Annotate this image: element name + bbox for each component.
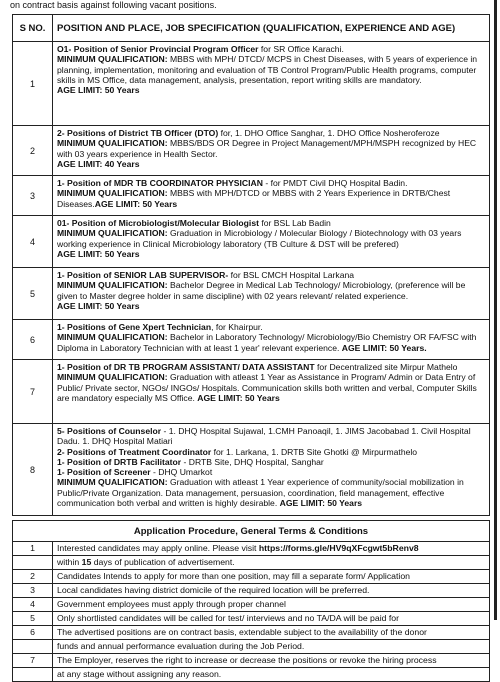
procedure-row-text [53, 654, 490, 668]
position-count: 1- Position of [57, 456, 114, 467]
job-row-number: 1 [13, 42, 53, 126]
position-count: 01- Position of [57, 218, 119, 228]
procedure-row-number: 6 [13, 626, 53, 640]
qualification-label: MINIMUM QUALIFICATION: [57, 228, 168, 239]
qualification-text [57, 372, 485, 403]
position-count: 5- Positions of [57, 426, 119, 436]
age-limit: AGE LIMIT: 50 Years [57, 248, 140, 259]
procedure-text: Interested candidates may apply online. Please visit [57, 543, 259, 553]
qualification-body: MBBS with MPH/ DTCD/ MCPS in Chest Diseases, with 5 years of experience in planning, implementation, monitoring and evaluation of TB Control Program/Public Health programs, computer skills in MS Office, data management, analysis, presentation, report writing skills are mandatory. [57, 54, 478, 85]
position-location: , for Khairpur. [211, 322, 263, 332]
position-count: 1- Position of [57, 467, 114, 478]
procedure-row-number: 3 [13, 584, 53, 598]
job-row-number: 6 [13, 320, 53, 360]
job-row [13, 268, 490, 320]
qualification-text [57, 188, 485, 209]
position-line [57, 457, 485, 467]
procedure-row-text [53, 570, 490, 584]
procedure-row [13, 570, 490, 584]
procedure-row-text [53, 598, 490, 612]
header-sno: S NO. [13, 15, 53, 42]
job-row-number: 5 [13, 268, 53, 320]
position-location: - DRTB Site, DHQ Hospital, Sanghar [181, 456, 324, 467]
qualification-body: MBBS/BDS OR Degree in Project Management/MPH/MSPH recognized by HEC with 03 years experience in Health Sector. [57, 138, 477, 159]
qualification-body: Bachelor in Laboratory Technology/ Microbiology/Bio Chemistry OR FA/FSC with Diploma in Laboratory Technician with at least 1 year' relevant experience. [57, 332, 477, 353]
position-count: 2- Positions of [57, 128, 119, 138]
qualification-body: Graduation in Microbiology / Molecular Biology / Biotechnology with 03 years working experience in Clinical Microbiology laboratory (TB Culture & DST will be prefered) [57, 228, 462, 249]
procedure-text: funds and annual performance evaluation during the Job Period. [57, 641, 305, 651]
position-title: Screener [113, 467, 151, 478]
job-row [13, 126, 490, 176]
job-row-description [53, 360, 490, 424]
position-location: for Decentralized site Mirpur Mathelo [314, 362, 458, 372]
intro-text: on contract basis against following vacant positions. [10, 0, 217, 10]
job-row-description [53, 126, 490, 176]
procedure-title: Application Procedure, General Terms & Conditions [13, 521, 490, 542]
qualification-label: MINIMUM QUALIFICATION: [57, 54, 168, 65]
qualification-text [57, 138, 485, 159]
position-line [57, 426, 485, 447]
position-count: 1- Position of [57, 178, 114, 188]
position-location: for 1. Larkana, 1. DRTB Site Ghotki @ Mirpurmathelo [211, 446, 418, 457]
qualification-text [57, 477, 485, 508]
job-row [13, 176, 490, 216]
age-limit: AGE LIMIT: 50 Years [57, 300, 140, 311]
qualification-text [57, 332, 485, 353]
job-row-description [53, 268, 490, 320]
qualification-label: MINIMUM QUALIFICATION: [57, 188, 168, 199]
qualification-body: Graduation with atleast 1 Year experience of community/social mobilization in Public/Private Organization. Data management, persuasion, coordination, field management, effective communication both verbal and written is highly desirable. [57, 477, 464, 509]
job-row [13, 42, 490, 126]
age-limit: AGE LIMIT: 40 Years [57, 158, 140, 169]
job-row-number: 7 [13, 360, 53, 424]
procedure-row [13, 626, 490, 640]
job-row [13, 320, 490, 360]
procedure-text: within [57, 557, 82, 567]
job-row-number: 2 [13, 126, 53, 176]
position-line [57, 44, 485, 54]
procedure-text: Local candidates having district domicile of the required location will be preferred. [57, 585, 370, 595]
procedure-row [13, 542, 490, 556]
position-location: for BSL Lab Badin [258, 218, 331, 228]
age-limit: AGE LIMIT: 50 Years. [341, 342, 427, 353]
position-location: for BSL CMCH Hospital Larkana [228, 270, 355, 280]
position-title: Treatment Coordinator [118, 446, 212, 457]
procedure-row-number: 1 [13, 542, 53, 556]
position-title: MDR TB COORDINATOR PHYSICIAN [113, 178, 263, 188]
position-line [57, 362, 485, 372]
procedure-row-text [53, 626, 490, 640]
procedure-row [13, 654, 490, 668]
position-line [57, 447, 485, 457]
position-count: O1- Position of [57, 44, 121, 54]
position-count: 2- Positions of [57, 446, 119, 457]
job-row [13, 216, 490, 268]
position-location: - DHQ Umarkot [150, 467, 213, 478]
position-title: DRTB Facilitator [113, 456, 182, 467]
application-form-link[interactable]: https://forms.gle/HV9qXFcgwt5bRenv8 [258, 543, 419, 553]
job-row-description [53, 42, 490, 126]
qualification-label: MINIMUM QUALIFICATION: [57, 477, 168, 488]
position-title: Microbiologist/Molecular Biologist [118, 218, 259, 228]
position-line [57, 128, 485, 138]
procedure-text: The advertised positions are on contract basis, extendable subject to the availability of the donor [57, 627, 427, 637]
procedure-text: Only shortlisted candidates will be called for test/ interviews and no TA/DA will be paid for [57, 613, 400, 623]
qualification-body: Graduation with atleast 1 Year as Assistance in Program/ Admin or Data Entry of Public/ Private sector, NGOs/ INGOs/ Hospitals. Communication skills both written and verbal, Computer Skills are mandatory especially MS Office. [57, 372, 477, 403]
jobs-table [12, 14, 490, 516]
position-count: 1- Position of [57, 270, 114, 280]
job-row-description [53, 176, 490, 216]
procedure-row [13, 668, 490, 682]
position-location: for SR Office Karachi. [258, 44, 344, 54]
page-border [494, 0, 497, 620]
position-title: Senior Provincial Program Officer [120, 44, 259, 54]
days-count: 15 [81, 557, 92, 567]
procedure-row [13, 640, 490, 654]
position-line [57, 218, 485, 228]
qualification-label: MINIMUM QUALIFICATION: [57, 280, 168, 291]
procedure-text: days of publication of advertisement. [91, 557, 235, 567]
age-limit: AGE LIMIT: 50 Years [94, 198, 178, 209]
job-row [13, 424, 490, 516]
procedure-text: at any stage without assigning any reason. [57, 669, 222, 679]
procedure-row-number [13, 668, 53, 682]
position-title: Counselor [118, 426, 162, 436]
procedure-row [13, 556, 490, 570]
age-limit: AGE LIMIT: 50 Years [57, 85, 140, 96]
procedure-text: Government employees must apply through proper channel [57, 599, 286, 609]
job-row [13, 360, 490, 424]
procedure-row-number: 7 [13, 654, 53, 668]
job-row-description [53, 424, 490, 516]
qualification-label: MINIMUM QUALIFICATION: [57, 138, 168, 149]
qualification-body: MBBS with MPH/DTCD or MBBS with 2 Years Experience in DRTB/Chest Diseases. [57, 188, 451, 209]
procedure-text: The Employer, reserves the right to increase or decrease the positions or revoke the hiring process [57, 655, 437, 665]
age-limit: AGE LIMIT: 50 Years [279, 498, 363, 509]
position-location: for, 1. DHO Office Sanghar, 1. DHO Office Nosheroferoze [218, 128, 440, 138]
position-line [57, 467, 485, 477]
position-title: SENIOR LAB SUPERVISOR- [113, 270, 229, 280]
position-count: 1- Positions of [57, 322, 119, 332]
procedure-row-number: 2 [13, 570, 53, 584]
procedure-row [13, 598, 490, 612]
procedure-row-text [53, 612, 490, 626]
job-row-number: 3 [13, 176, 53, 216]
qualification-text [57, 280, 485, 301]
procedure-row-number: 5 [13, 612, 53, 626]
position-title: District TB Officer (DTO) [118, 128, 219, 138]
position-line [57, 322, 485, 332]
job-row-description [53, 216, 490, 268]
position-count: 1- Position of [57, 362, 114, 372]
qualification-text [57, 54, 485, 85]
procedure-text: Candidates Intends to apply for more than one position, may fill a separate form/ Application [57, 571, 411, 581]
position-title: DR TB PROGRAM ASSISTANT/ DATA ASSISTANT [113, 362, 315, 372]
position-line [57, 178, 485, 188]
jobs-table-header [13, 15, 490, 42]
job-row-description [53, 320, 490, 360]
qualification-text [57, 228, 485, 249]
position-line [57, 270, 485, 280]
procedure-row [13, 584, 490, 598]
procedure-row-text [53, 556, 490, 570]
header-position: POSITION AND PLACE, JOB SPECIFICATION (QUALIFICATION, EXPERIENCE AND AGE) [53, 15, 490, 42]
procedure-table-header [13, 521, 490, 542]
qualification-label: MINIMUM QUALIFICATION: [57, 372, 168, 383]
procedure-row-text [53, 640, 490, 654]
age-limit: AGE LIMIT: 50 Years [197, 392, 280, 403]
procedure-row-text [53, 668, 490, 682]
qualification-body: Bachelor Degree in Medical Lab Technology/ Microbiology, (preference will be given to Master degree holder in same discipline) with 02 years relevant/ related experience. [57, 280, 466, 301]
qualification-label: MINIMUM QUALIFICATION: [57, 332, 168, 343]
procedure-row [13, 612, 490, 626]
procedure-row-number: 4 [13, 598, 53, 612]
procedure-row-text [53, 542, 490, 556]
position-location: - for PMDT Civil DHQ Hospital Badin. [262, 178, 408, 188]
position-location: - 1. DHQ Hospital Sujawal, 1.CMH Panoaqil, 1. JIMS Jacobabad 1. Civil Hospital Dadu. 1. DHQ Hospital Matiari [57, 426, 471, 447]
procedure-row-number [13, 640, 53, 654]
procedure-row-number [13, 556, 53, 570]
procedure-table [12, 520, 490, 682]
job-row-number: 8 [13, 424, 53, 516]
position-title: Gene Xpert Technician [118, 322, 212, 332]
procedure-row-text [53, 584, 490, 598]
job-row-number: 4 [13, 216, 53, 268]
